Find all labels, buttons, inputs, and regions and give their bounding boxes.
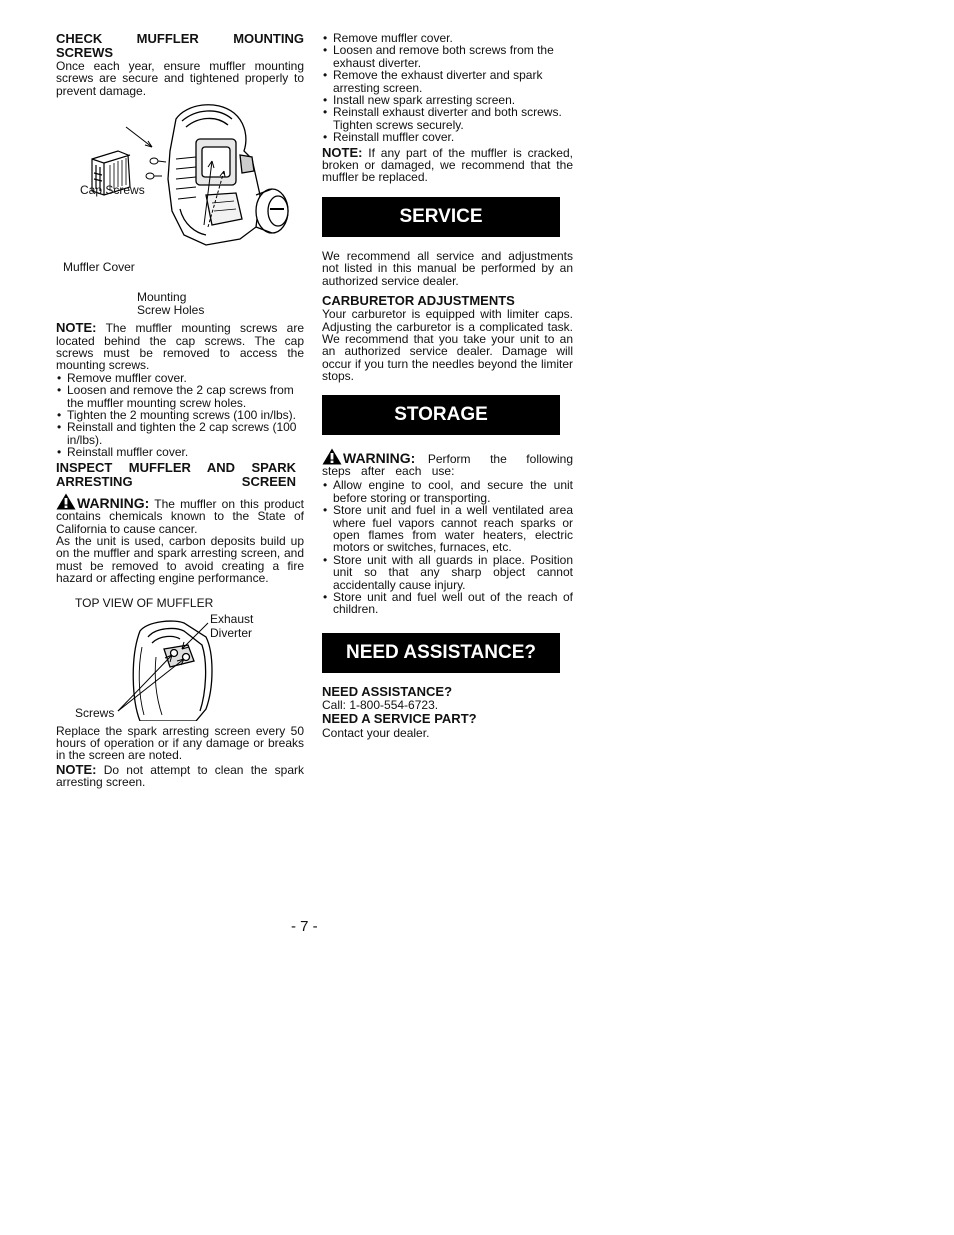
carburetor-heading: CARBURETOR ADJUSTMENTS xyxy=(322,293,515,309)
left-column xyxy=(56,32,304,789)
warning-label: WARNING: xyxy=(343,449,416,466)
right-column xyxy=(322,32,573,740)
service-text: We recommend all service and adjustments not listed in this manual be performed by an authorized service dealer. xyxy=(322,248,573,288)
label-screws: Screws xyxy=(75,705,115,720)
list-item: • Loosen and remove both screws from the exhaust diverter. xyxy=(322,44,573,69)
storage-warning xyxy=(322,448,573,478)
inspect-muffler-heading: INSPECT MUFFLER AND SPARK ARRESTING SCREEN xyxy=(56,459,296,489)
warning-triangle-icon xyxy=(56,493,76,510)
label-exhaust-line1: Exhaust xyxy=(210,611,254,626)
list-item: • Store unit with all guards in place. Position unit so that any sharp object cannot accidentally cause injury. xyxy=(322,554,573,591)
label-top-view: TOP VIEW OF MUFFLER xyxy=(75,595,214,610)
muffler-figure xyxy=(56,99,304,318)
note-mounting-screws xyxy=(56,322,304,372)
list-item: • Reinstall and tighten the 2 cap screws (100 in/lbs). xyxy=(56,421,304,446)
warning-text: The muffler on this product contains chemicals known to the State of California to cause cancer. xyxy=(56,496,304,536)
carburetor-text: Your carburetor is equipped with limiter caps. Adjusting the carburetor is a complicated task. We recommend that you take your unit to an an authorized service dealer. Damage will occur if you turn the needles beyond the limiter stops. xyxy=(322,307,573,384)
replace-screen-text: Replace the spark arresting screen every 50 hours of operation or if any damage or breaks in the screen are noted. xyxy=(56,723,304,763)
list-item: • Reinstall muffler cover. xyxy=(322,131,573,143)
engine-body-drawing xyxy=(168,105,260,245)
list-item: • Allow engine to cool, and secure the unit before storing or transporting. xyxy=(322,479,573,504)
note-label: NOTE: xyxy=(322,144,363,160)
warning-text: Perform the following steps after each use: xyxy=(322,451,573,478)
check-muffler-intro: Once each year, ensure muffler mounting screws are secure and tightened properly to prevent damage. xyxy=(56,59,304,98)
storage-steps-list xyxy=(322,479,573,615)
note-text: If any part of the muffler is cracked, broken or damaged, we recommend that the muffler be replaced. xyxy=(322,145,573,185)
service-part-heading: NEED A SERVICE PART? xyxy=(322,711,477,727)
label-muffler-cover: Muffler Cover xyxy=(63,260,135,275)
note-label: NOTE: xyxy=(56,761,97,777)
note-text: The muffler mounting screws are located behind the cap screws. The cap screws must be removed to access the mounting screws. xyxy=(56,321,305,373)
list-item: • Store unit and fuel in a well ventilated area where fuel vapors cannot reach sparks or open flames from water heaters, electric motors or switches, furnaces, etc. xyxy=(322,504,573,554)
note-text: Do not attempt to clean the spark arresting screen. xyxy=(56,762,305,790)
cap-screws-drawing xyxy=(146,158,166,179)
storage-banner: STORAGE xyxy=(322,395,560,435)
carbon-deposits-text: As the unit is used, carbon deposits build up on the muffler and spark arresting screen, and must be removed to avoid creating a fire hazard or affecting engine performance. xyxy=(56,533,304,586)
air-filter-drawing xyxy=(256,189,288,233)
mounting-steps-list xyxy=(56,372,304,459)
list-item: • Loosen and remove the 2 cap screws from the muffler mounting screw holes. xyxy=(56,384,304,409)
list-item: • Reinstall muffler cover. xyxy=(56,446,304,458)
list-item: • Remove muffler cover. xyxy=(56,372,304,384)
top-view-figure xyxy=(56,597,304,721)
label-exhaust-line2: Diverter xyxy=(210,625,253,640)
list-item: • Remove the exhaust diverter and spark arresting screen. xyxy=(322,69,573,94)
label-mounting-line2: Screw Holes xyxy=(137,303,205,318)
note-muffler-cracked xyxy=(322,144,573,185)
page-number: - 7 - xyxy=(291,918,318,935)
service-part-text: Contact your dealer. xyxy=(322,726,430,741)
check-muffler-heading: CHECK MUFFLER MOUNTING SCREWS xyxy=(56,31,304,60)
label-mounting-line1: Mounting xyxy=(137,290,187,305)
list-item: • Install new spark arresting screen. xyxy=(322,94,573,106)
note-label: NOTE: xyxy=(56,320,97,336)
need-assistance-banner: NEED ASSISTANCE? xyxy=(322,633,560,673)
list-item: • Remove muffler cover. xyxy=(322,32,573,44)
warning-paragraph xyxy=(56,493,304,535)
list-item: • Store unit and fuel well out of the reach of children. xyxy=(322,591,573,616)
note-clean-screen xyxy=(56,761,305,790)
service-banner: SERVICE xyxy=(322,197,560,237)
warning-label: WARNING: xyxy=(77,494,150,511)
assistance-phone: Call: 1-800-554-6723. xyxy=(322,697,439,712)
list-item: • Reinstall exhaust diverter and both screws. Tighten screws securely. xyxy=(322,106,573,131)
need-assistance-heading: NEED ASSISTANCE? xyxy=(322,683,453,699)
cap-screws-leader xyxy=(126,127,152,147)
muffler-top-view-illustration xyxy=(56,597,304,721)
warning-triangle-icon xyxy=(322,448,342,465)
list-item: • Tighten the 2 mounting screws (100 in/lbs). xyxy=(56,409,304,421)
engine-illustration xyxy=(56,99,304,265)
spark-screen-steps-list xyxy=(322,32,573,144)
label-cap-screws: Cap Screws xyxy=(80,183,145,198)
